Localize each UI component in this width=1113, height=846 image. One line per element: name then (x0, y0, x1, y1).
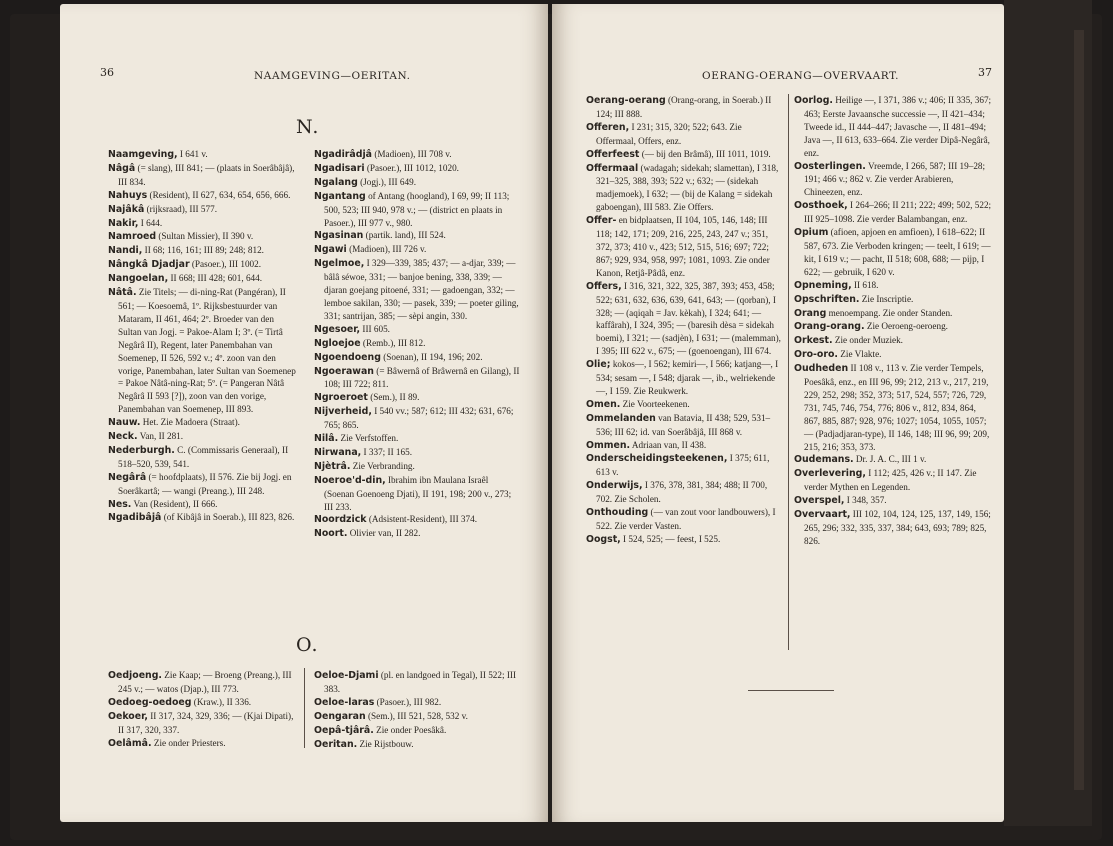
entry-headword: Ngroeroet (314, 392, 368, 404)
entry-references: (Pasoer.), III 982. (376, 696, 442, 707)
entry-references: (Resident), II 627, 634, 654, 656, 666. (149, 189, 291, 200)
entry-references: Zie onder Priesters. (153, 737, 226, 748)
entry-headword: Offerfeest (586, 148, 640, 160)
index-entry (314, 351, 520, 365)
entry-references: II 618. (853, 279, 879, 290)
index-entry (108, 258, 298, 272)
index-entry (314, 513, 520, 527)
entry-references: Vreemde, I 266, 587; III 19–28; 191; 466 v.; 862 v. Zie verder Arabieren, Chineezen, enz. (804, 160, 986, 198)
index-entry (794, 320, 992, 334)
index-entry (586, 506, 782, 533)
index-entry (794, 226, 992, 279)
entry-headword: Oro-oro. (794, 349, 838, 361)
entry-headword: Ngloejoe (314, 337, 361, 349)
right-running-head: OERANG-OERANG—OVERVAART. (702, 70, 900, 82)
index-entry (108, 203, 298, 217)
entry-references: Van, II 281. (139, 431, 184, 442)
index-entry (314, 710, 520, 724)
entry-references: Zie Voorteekenen. (622, 398, 690, 409)
entry-references: (Adsistent-Resident), III 374. (368, 514, 478, 525)
entry-headword: Ngawi (314, 244, 347, 256)
entry-headword: Oosthoek, (794, 200, 848, 212)
entry-references: Zie onder Muziek. (834, 335, 903, 346)
entry-references: Zie Verfstoffen. (340, 433, 399, 444)
column-divider (304, 668, 305, 748)
entry-references: (Madioen), III 726 v. (349, 244, 427, 255)
index-entry (586, 214, 782, 280)
index-column-o-right-page-left (586, 94, 782, 547)
entry-headword: Onderwijs, (586, 480, 643, 492)
entry-references: II 668; III 428; 601, 644. (170, 273, 263, 284)
entry-references: (Remb.), III 812. (362, 337, 426, 348)
index-entry (314, 460, 520, 474)
entry-references: I 337; II 165. (363, 446, 413, 457)
index-entry (314, 391, 520, 405)
entry-references: of Antang (hoogland), I 69, 99; II 113; 500, 523; III 940, 978 v.; — (district en plaats in Pasoer.), III 977 v., 980. (324, 190, 510, 228)
index-entry (108, 272, 298, 286)
entry-references: Olivier van, II 282. (349, 528, 421, 539)
left-page-number: 36 (100, 66, 114, 79)
entry-references: Zie Oeroeng-oeroeng. (866, 321, 948, 332)
index-entry (108, 162, 298, 189)
entry-headword: Njètrâ. (314, 460, 351, 472)
entry-headword: Ngesoer, (314, 323, 361, 335)
index-entry (108, 696, 298, 710)
entry-references: I 644. (140, 217, 163, 228)
entry-references: van Batavia, II 438; 529, 531–536; III 62; id. van Soerâbâjâ, III 868 v. (596, 412, 771, 437)
index-entry (314, 365, 520, 392)
entry-headword: Overvaart, (794, 509, 851, 521)
entry-headword: Oogst, (586, 533, 621, 545)
entry-references: Heilige —, I 371, 386 v.; 406; II 335, 367; 463; Eerste Javaansche successie —, II 421–434; Tweede id., II 444–447; Javasche —, II 481–494; Java —, II 613, 633–664. Zie verder Dipâ-Negârâ, enz. (804, 95, 992, 158)
index-entry (108, 710, 298, 737)
index-entry (794, 467, 992, 494)
index-entry (108, 416, 298, 430)
entry-headword: Ngoendoeng (314, 351, 381, 363)
entry-references: (wadagah; sidekah; slamettan), I 318, 321–325, 388, 393; 522 v.; 632; — (sidekah madjemoek), I 632; — (bij de Kalang = sidekah gaboengan), III 583. Zie Offers. (596, 162, 779, 213)
entry-headword: Nauw. (108, 417, 141, 429)
entry-references: I 540 vv.; 587; 612; III 432; 631, 676; 765; 865. (324, 406, 514, 431)
index-entry (794, 508, 992, 548)
entry-references: II 317, 324, 329, 336; — (Kjai Dipati), II 317, 320, 337. (118, 710, 294, 735)
entry-headword: Nângkâ Djadjar (108, 259, 190, 271)
entry-headword: Oosterlingen. (794, 160, 866, 172)
index-entry (314, 243, 520, 257)
index-entry (108, 669, 298, 696)
entry-headword: Oekoer, (108, 710, 148, 722)
entry-references: en bidplaatsen, II 104, 105, 146, 148; III 118; 142, 171; 209, 216, 225, 243, 247 v.; 351, 372, 373; 410 v., 423; 512, 515, 516; 697; 722; 867; 929, 934, 958, 997; 1081, 1093. Zie onder Kanon, Retjâ-Pâdâ, enz. (596, 215, 770, 278)
index-entry (314, 432, 520, 446)
index-entry (108, 148, 298, 162)
index-entry (108, 230, 298, 244)
entry-headword: Nâgâ (108, 162, 136, 174)
entry-headword: Nederburgh. (108, 444, 175, 456)
index-entry (108, 511, 298, 525)
entry-references: Zie Kaap; — Broeng (Preang.), III 245 v.; — watos (Djap.), III 773. (118, 670, 292, 694)
entry-references: (= hoofdplaats), II 576. Zie bij Jogj. en Soerâkartâ; — wangi (Preang.), III 248. (118, 471, 292, 496)
entry-headword: Omen. (586, 398, 621, 410)
index-column-n-left (108, 148, 298, 525)
entry-headword: Oedjoeng. (108, 670, 162, 681)
index-column-o-right (314, 669, 520, 751)
index-entry (108, 498, 298, 512)
entry-references: Het. Zie Madoera (Straat). (142, 417, 240, 428)
index-entry (314, 474, 520, 514)
entry-headword: Nandi, (108, 245, 143, 257)
index-entry (794, 293, 992, 307)
index-column-o-left (108, 669, 298, 750)
index-entry (586, 148, 782, 162)
entry-references: (of Kibâjâ in Soerab.), III 823, 826. (163, 512, 295, 523)
index-entry (314, 527, 520, 541)
index-entry (108, 286, 298, 416)
index-entry (108, 737, 298, 751)
entry-references: kokos—, I 562; kemiri—, I 566; katjang—, I 534; sesam —, I 548; djarak —, ib., welriekende —, I 159. Zie Reukwerk. (596, 359, 779, 396)
entry-references: Zie Inscriptie. (861, 293, 914, 304)
entry-references: (= slang), III 841; — (plaats in Soerâbâjâ), III 834. (118, 162, 295, 187)
index-entry (794, 160, 992, 200)
entry-headword: Naamgeving, (108, 149, 178, 160)
entry-headword: Olie; (586, 359, 611, 371)
entry-headword: Opschriften. (794, 293, 860, 305)
index-entry (586, 280, 782, 358)
entry-headword: Oudemans. (794, 454, 854, 466)
section-heading-n: N. (296, 116, 320, 138)
entry-headword: Ngadisari (314, 162, 365, 174)
index-entry (794, 307, 992, 321)
index-entry (586, 533, 782, 547)
index-entry (586, 479, 782, 506)
entry-references: I 375; 611, 613 v. (596, 453, 770, 478)
index-entry (314, 257, 520, 323)
entry-references: (Madioen), III 708 v. (374, 149, 452, 159)
index-entry (314, 724, 520, 738)
entry-references: II 108 v., 113 v. Zie verder Tempels, Poesâkâ, enz., en III 96, 99; 212, 213 v., 217, 219, 229, 252, 298; 352, 373; 517, 524, 557; 726, 729, 731, 745, 746, 754, 776; 806 v., 812, 834, 864, 867, 885, 887; 928, 976; 1027; 1054, 1055, 1057; — (Padjadjaran-type), II 146, 148; III 96, 99; 209, 215, 216; 353, 373. (804, 363, 990, 452)
entry-headword: Orkest. (794, 335, 833, 347)
entry-headword: Ngelmoe, (314, 258, 365, 270)
entry-references: Zie onder Poesâkâ. (376, 724, 447, 735)
entry-headword: Ngantang (314, 190, 366, 202)
entry-references: (Pasoer.), III 1012, 1020. (366, 162, 459, 173)
entry-headword: Oerang-oerang (586, 95, 666, 106)
index-entry (314, 669, 520, 696)
entry-headword: Nilâ. (314, 433, 339, 445)
entry-headword: Overlevering, (794, 468, 866, 480)
index-entry (314, 148, 520, 162)
index-entry (794, 279, 992, 293)
index-entry (586, 358, 782, 398)
entry-headword: Opium (794, 227, 829, 239)
entry-references: II 68; 116, 161; III 89; 248; 812. (144, 245, 264, 256)
index-entry (314, 190, 520, 230)
left-page (60, 4, 548, 822)
index-entry (794, 453, 992, 467)
entry-headword: Offermaal (586, 162, 639, 174)
entry-headword: Oelâmâ. (108, 737, 152, 749)
section-heading-o: O. (296, 634, 319, 656)
entry-headword: Onthouding (586, 507, 649, 519)
entry-headword: Nangoelan, (108, 273, 169, 285)
entry-references: Zie Titels; — di-ning-Rat (Pangéran), II 561; — Koesoemâ, 1º. Rijksbestuurder van Mataram, II 461, 464; 2º. Broeder van den Sultan van Jogj. = Pakoe-Alam I; 3º. (= Tirtâ Negârâ II), Regent, later Panembahan van Soemenep, II 526, 592 v.; 4º. zoon van den vorige, Panembahan, later Sultan van Soemenep = Pakoe Nâtâ-ning-Rat; 5º. (= Pangeran Nâtâ Negârâ II 593 [?]), zoon van den vorige, Panembahan van Soemenep, III 893. (118, 287, 296, 415)
entry-references: (Sem.), II 89. (370, 392, 420, 403)
entry-headword: Offers, (586, 280, 622, 292)
entry-references: (pl. en landgoed in Tegal), II 522; III 383. (324, 670, 517, 694)
index-entry (314, 337, 520, 351)
entry-references: menoempang. Zie onder Standen. (828, 307, 953, 318)
entry-references: I 316, 321, 322, 325, 387, 393; 453, 458; 522; 631, 632, 636, 639, 641, 643; — (qorban), I 328; — (aqiqah = Jav. kèkah), I 324; 641; — kaffârah), I 324, 395; — (baresih dèsa = sidekah boemi), I 321; — (sadjèn), I 631; — (malemman), I 395; III 622 v., 675; — (goenoengan), III 674. (596, 280, 781, 357)
index-entry (586, 452, 782, 479)
entry-headword: Noeroe'd-din, (314, 474, 386, 486)
index-entry (794, 199, 992, 226)
entry-headword: Oedoeg-oedoeg (108, 696, 192, 708)
entry-headword: Ommen. (586, 439, 631, 451)
entry-headword: Noort. (314, 528, 348, 540)
right-page (552, 4, 1004, 822)
index-entry (108, 430, 298, 444)
index-entry (794, 94, 992, 160)
entry-headword: Orang-orang. (794, 321, 865, 333)
entry-headword: Ngoerawan (314, 365, 374, 377)
index-entry (108, 217, 298, 231)
entry-references: I 348, 357. (846, 495, 887, 506)
entry-headword: Noordzick (314, 514, 367, 526)
entry-headword: Oeloe-laras (314, 696, 375, 708)
entry-headword: Oepâ-tjârâ. (314, 724, 374, 736)
entry-references: (partik. land), III 524. (365, 230, 446, 241)
entry-headword: Nâtâ. (108, 287, 137, 299)
entry-references: C. (Commissaris Generaal), II 518–520, 539, 541. (118, 444, 289, 469)
entry-references: Van (Resident), II 666. (133, 498, 218, 509)
entry-references: (Sultan Missier), II 390 v. (158, 231, 254, 242)
index-entry (586, 121, 782, 148)
entry-references: Zie Vlakte. (840, 349, 882, 360)
entry-references: I 231; 315, 320; 522; 643. Zie Offermaal, Offers, enz. (596, 121, 742, 146)
entry-headword: Onderscheidingsteekenen, (586, 453, 728, 465)
index-entry (314, 162, 520, 176)
entry-references: (Jogj.), III 649. (360, 176, 416, 187)
entry-references: Zie Verbranding. (352, 460, 415, 471)
right-page-number: 37 (978, 66, 992, 79)
entry-references: Zie Rijstbouw. (359, 738, 414, 749)
entry-headword: Negârâ (108, 471, 147, 483)
index-entry (108, 244, 298, 258)
index-entry (794, 494, 992, 508)
entry-references: III 102, 104, 124, 125, 137, 149, 156; 265, 296; 332, 335, 337, 384; 643, 693; 789; 825, 826. (804, 509, 991, 546)
entry-references: (= Bâwernâ of Brâwernâ en Gilang), II 108; III 722; 811. (324, 365, 520, 390)
index-entry (108, 189, 298, 203)
entry-headword: Najâkâ (108, 203, 145, 215)
index-entry (794, 362, 992, 453)
entry-references: (Orang-orang, in Soerab.) II 124; III 888. (596, 95, 772, 119)
entry-references: (rijksraad), III 577. (146, 203, 217, 214)
index-entry (586, 94, 782, 121)
entry-references: (Pasoer.), III 1002. (191, 259, 262, 270)
entry-references: III 605. (362, 323, 390, 334)
entry-headword: Nes. (108, 498, 132, 510)
entry-headword: Nijverheid, (314, 406, 372, 418)
entry-headword: Orang (794, 307, 827, 319)
book-spine-strip (1074, 30, 1084, 790)
entry-headword: Offeren, (586, 121, 630, 133)
entry-references: I 264–266; II 211; 222; 499; 502, 522; III 925–1098. Zie verder Balambangan, enz. (804, 200, 992, 225)
entry-headword: Ommelanden (586, 412, 656, 424)
entry-references: I 376, 378, 381, 384; 488; II 700, 702. Zie Scholen. (596, 480, 768, 505)
entry-references: Ibrahim ibn Maulana Israêl (Soenan Goenoeng Djati), II 191, 198; 200 v., 273; III 233. (324, 474, 512, 512)
entry-headword: Nakir, (108, 217, 139, 229)
entry-headword: Overspel, (794, 495, 845, 507)
entry-references: (Soenan), II 194, 196; 202. (383, 351, 483, 362)
entry-references: I 641 v. (179, 149, 208, 159)
entry-headword: Nirwana, (314, 446, 362, 458)
index-entry (314, 405, 520, 432)
index-entry (314, 323, 520, 337)
index-entry (108, 471, 298, 498)
index-entry (314, 446, 520, 460)
entry-headword: Offer- (586, 215, 617, 227)
entry-headword: Ngasinan (314, 230, 364, 242)
entry-references: I 329—339, 385; 437; — a-djar, 339; — bâlâ séwoe, 331; — banjoe bening, 338, 339; — djaran goejang pitoené, 331; — gadoengan, 332; — lemboe sakilan, 330; — pasek, 339; — poeter giling, 331; santrijan, 385; — sèpi angin, 330. (324, 258, 519, 321)
entry-references: I 524, 525; — feest, I 525. (623, 533, 721, 544)
entry-references: (— van zout voor landbouwers), I 522. Zie verder Vasten. (596, 507, 776, 531)
index-entry (586, 398, 782, 412)
entry-headword: Oeritan. (314, 738, 358, 750)
entry-headword: Opneming, (794, 279, 852, 291)
entry-headword: Nahuys (108, 189, 148, 201)
column-divider (788, 94, 789, 650)
entry-headword: Neck. (108, 431, 138, 443)
entry-headword: Ngadibâjâ (108, 512, 162, 524)
end-rule (748, 690, 834, 691)
left-running-head: NAAMGEVING—OERITAN. (254, 70, 411, 82)
entry-references: (— bij den Brâmâ), III 1011, 1019. (641, 148, 771, 159)
entry-references: (Kraw.), II 336. (193, 696, 252, 707)
entry-headword: Oengaran (314, 710, 366, 722)
index-entry (794, 348, 992, 362)
index-entry (314, 696, 520, 710)
entry-headword: Oeloe-Djami (314, 670, 379, 681)
index-entry (586, 162, 782, 215)
entry-headword: Namroed (108, 231, 157, 243)
entry-references: Dr. J. A. C., III 1 v. (855, 454, 927, 465)
index-entry (586, 412, 782, 439)
index-column-n-right (314, 148, 520, 541)
index-entry (314, 738, 520, 752)
entry-references: Adriaan van, II 438. (631, 439, 707, 450)
entry-references: (afioen, apjoen en amfioen), I 618–622; II 587, 673. Zie Verboden kringen; — teelt, I 619; — kit, I 619 v.; — pacht, II 518; 608, 688; — pijp, I 622; — gebruik, I 620 v. (804, 227, 991, 277)
entry-headword: Ngadirâdjâ (314, 149, 373, 160)
index-entry (108, 444, 298, 471)
entry-headword: Ngalang (314, 176, 358, 188)
entry-references: I 112; 425, 426 v.; II 147. Zie verder Mythen en Legenden. (804, 468, 977, 493)
index-entry (314, 229, 520, 243)
index-column-o-right-page-right (794, 94, 992, 548)
index-entry (314, 176, 520, 190)
entry-headword: Oudheden (794, 363, 849, 375)
entry-headword: Oorlog. (794, 95, 833, 106)
entry-references: (Sem.), III 521, 528, 532 v. (367, 710, 468, 721)
index-entry (794, 334, 992, 348)
index-entry (586, 439, 782, 453)
